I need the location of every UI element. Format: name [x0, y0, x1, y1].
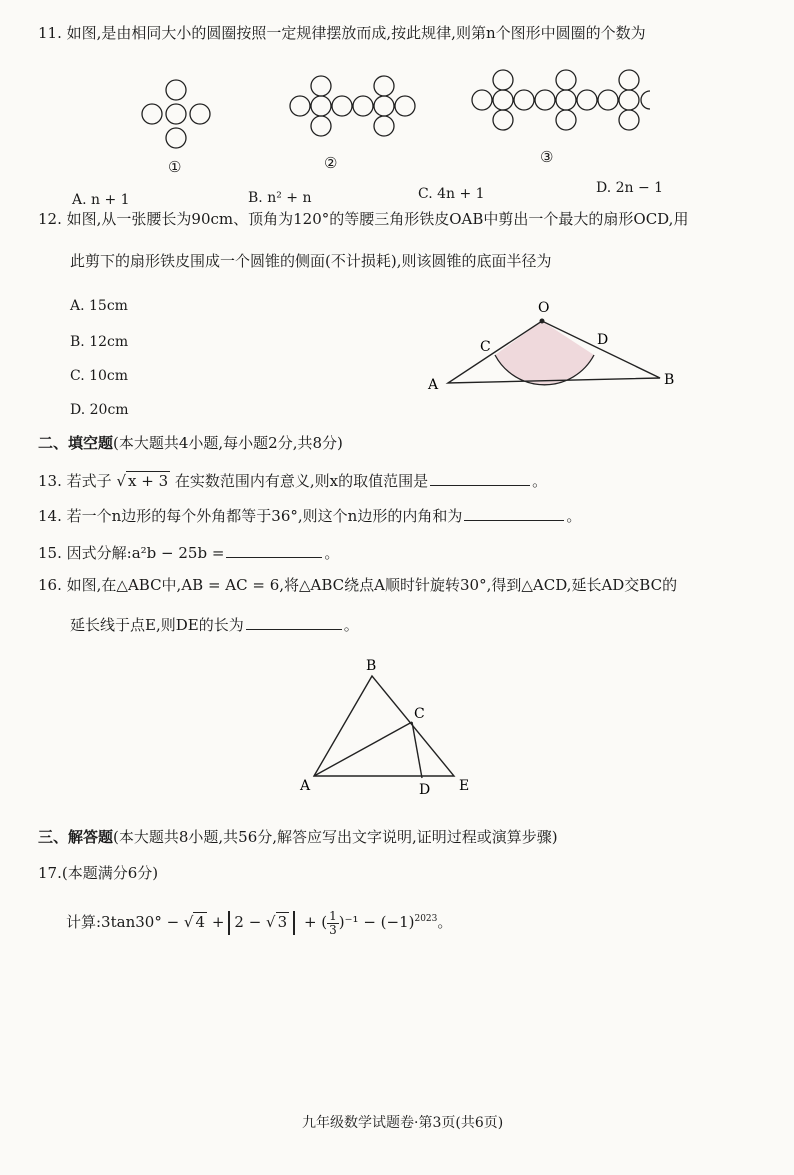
point-d: D: [597, 332, 609, 348]
q16-triangle-figure: [294, 654, 484, 800]
point-c: C: [414, 706, 425, 722]
q11-circle-figures: [130, 62, 650, 162]
circle-figure-1: [142, 80, 210, 148]
circle-figure-2: [290, 76, 415, 136]
point-a: A: [428, 377, 439, 393]
q12-stem-line1: 12. 如图,从一张腰长为90cm、顶角为120°的等腰三角形铁皮OAB中剪出一个最大的扇形OCD,用: [38, 210, 689, 228]
q14-answer-blank[interactable]: [464, 506, 564, 521]
point-d: D: [419, 782, 431, 798]
point-c: C: [480, 339, 491, 355]
q11-option-d: D. 2n − 1: [596, 180, 664, 196]
q11-figure-label-3: ③: [540, 148, 554, 166]
q17-fraction: $\frac{1}{3}$: [329, 908, 337, 937]
q11-figure-label-1: ①: [168, 158, 182, 176]
q13-answer-blank[interactable]: [430, 471, 530, 486]
sector-ocd-shading: [495, 321, 594, 385]
q11-figure-label-2: ②: [324, 154, 338, 172]
q11-option-c: C. 4n + 1: [418, 186, 485, 202]
segment-ac: [314, 722, 412, 776]
point-o: O: [538, 300, 550, 316]
q12-stem-line2: 此剪下的扇形铁皮围成一个圆锥的侧面(不计损耗),则该圆锥的底面半径为: [70, 252, 552, 270]
point-a: A: [300, 778, 311, 794]
section-2-heading: 二、填空题(本大题共4小题,每小题2分,共8分): [38, 434, 343, 452]
q14-stem: 14. 若一个n边形的每个外角都等于36°,则这个n边形的内角和为 。: [38, 507, 582, 525]
outer-triangle-abe: [314, 676, 454, 776]
page-footer: 九年级数学试题卷·第3页(共6页): [302, 1115, 504, 1131]
q17-header: 17.(本题满分6分): [38, 864, 159, 882]
q12-option-d: D. 20cm: [70, 402, 129, 418]
q16-answer-blank[interactable]: [246, 615, 342, 630]
q12-option-a: A. 15cm: [70, 298, 128, 314]
q13-stem: 13. 若式子 √ x + 3 在实数范围内有意义,则x的取值范围是 。: [38, 472, 548, 490]
q17-expression: 计算:3tan30° − √ 4 + 2 − √ 3 + ( $\frac{1}{3}$ )$^{-1} - (-1)^{2023}$。: [66, 908, 453, 937]
q15-answer-blank[interactable]: [226, 543, 322, 558]
q16-stem-line1: 16. 如图,在△ABC中,AB = AC = 6,将△ABC绕点A顺时针旋转30°,得到△ACD,延长AD交BC的: [38, 576, 678, 594]
point-b: B: [366, 658, 377, 674]
point-b: B: [664, 372, 675, 388]
q11-stem: 11. 如图,是由相同大小的圆圈按照一定规律摆放而成,按此规律,则第n个图形中圆圈的个数为: [38, 24, 646, 42]
q15-stem: 15. 因式分解:a²b − 25b = 。: [38, 544, 340, 562]
q16-stem-line2: 延长线于点E,则DE的长为 。: [70, 616, 359, 634]
q11-option-b: B. n² + n: [248, 190, 312, 206]
q12-option-c: C. 10cm: [70, 368, 129, 384]
circle-figure-3: [472, 70, 650, 130]
q12-triangle-figure: [420, 294, 690, 394]
q12-option-b: B. 12cm: [70, 334, 129, 350]
point-e: E: [459, 778, 470, 794]
section-3-heading: 三、解答题(本大题共8小题,共56分,解答应写出文字说明,证明过程或演算步骤): [38, 828, 558, 846]
q11-option-a: A. n + 1: [72, 192, 130, 208]
